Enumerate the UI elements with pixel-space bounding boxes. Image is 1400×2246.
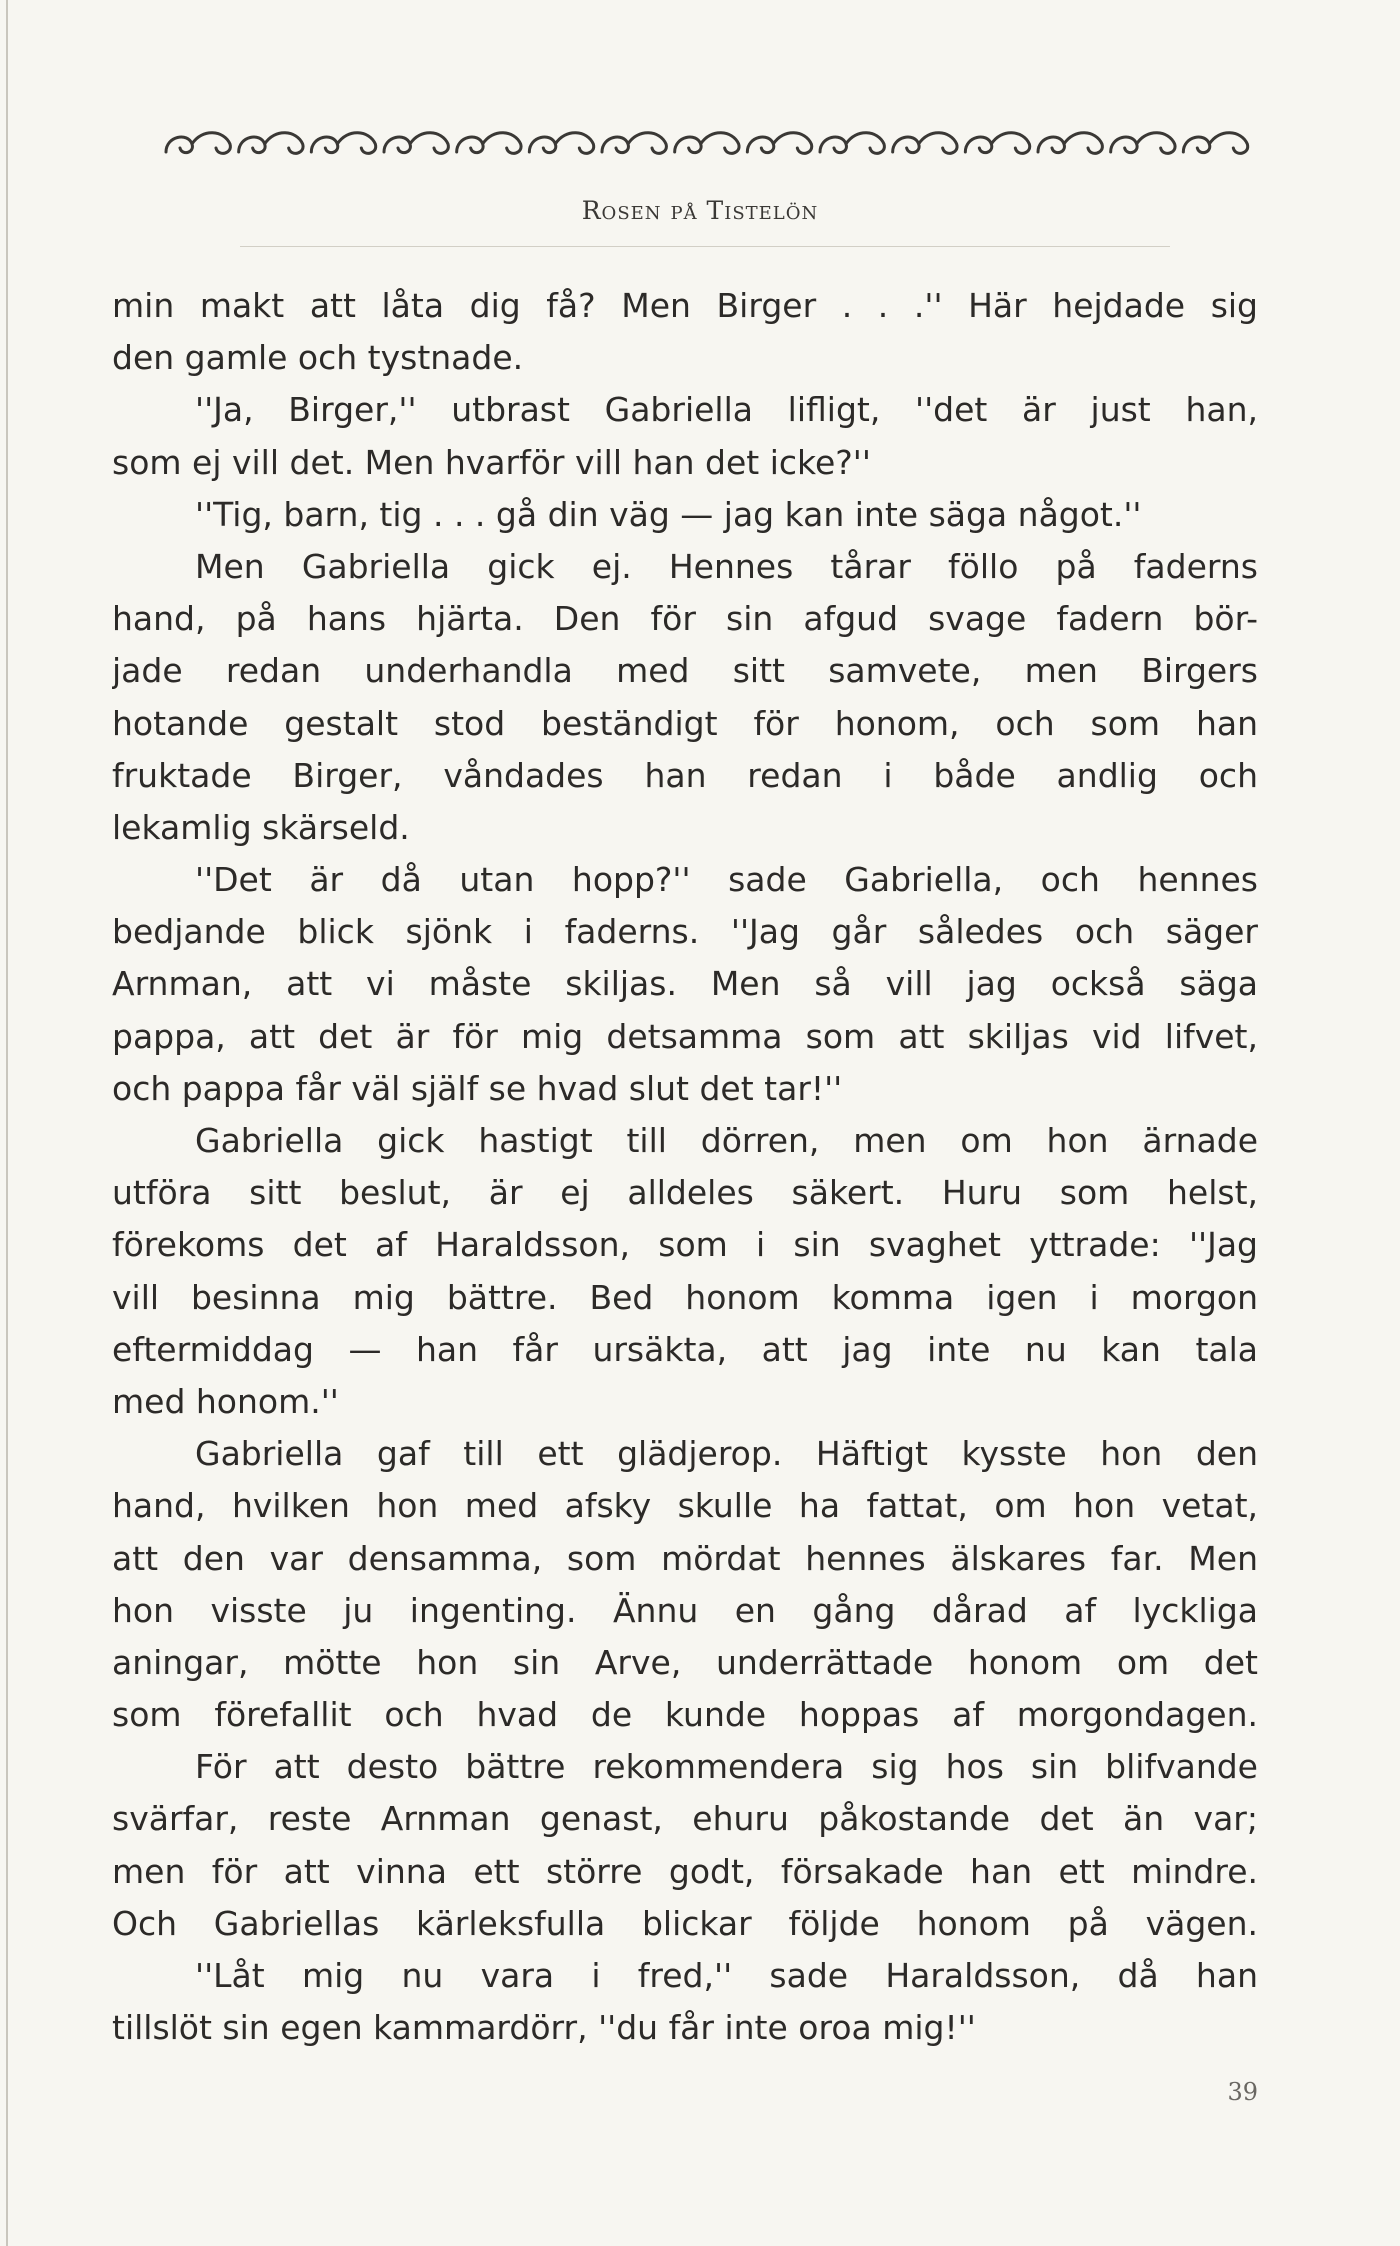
text-line: som förefallit och hvad de kunde hoppas af morgondagen.	[112, 1695, 1258, 1735]
ornament-scroll	[311, 133, 375, 154]
text-line: För att desto bättre rekommendera sig hos sin blifvande	[195, 1747, 1258, 1787]
ornament-scroll	[239, 133, 303, 154]
text-line: att den var densamma, som mördat hennes älskares far. Men	[112, 1538, 1258, 1578]
page-number: 39	[1227, 2078, 1258, 2106]
text-line: hand, på hans hjärta. Den för sin afgud svage fadern bör-	[112, 599, 1258, 639]
text-line: pappa, att det är för mig detsamma som att skiljas vid lifvet,	[112, 1016, 1258, 1056]
ornament-scroll	[1038, 133, 1102, 154]
text-line: förekoms det af Haraldsson, som i sin svaghet yttrade: ''Jag	[112, 1225, 1258, 1265]
ornament-scroll	[1183, 133, 1247, 154]
text-line: vill besinna mig bättre. Bed honom komma igen i morgon	[112, 1277, 1258, 1317]
running-head: Rosen på Tistelön	[581, 196, 819, 225]
text-line: hotande gestalt stod beständigt för honom, och som han	[112, 703, 1258, 743]
text-line: min makt att låta dig få? Men Birger . . .'' Här hejdade sig	[112, 286, 1258, 325]
text-line: jade redan underhandla med sitt samvete, men Birgers	[112, 651, 1258, 691]
text-line: utföra sitt beslut, är ej alldeles säkert. Huru som helst,	[112, 1173, 1258, 1213]
body-text	[112, 280, 1258, 2054]
text-line: Arnman, att vi måste skiljas. Men så vill jag också säga	[112, 964, 1258, 1004]
ornament-scroll	[965, 133, 1029, 154]
page-edge	[6, 0, 8, 2246]
text-line: tillslöt sin egen kammardörr, ''du får inte oroa mig!''	[112, 2008, 976, 2048]
ornament-scroll	[675, 133, 739, 154]
text-line: Men Gabriella gick ej. Hennes tårar föllo på faderns	[195, 546, 1258, 586]
text-line: Gabriella gaf till ett glädjerop. Häftigt kysste hon den	[195, 1434, 1258, 1474]
text-line: Och Gabriellas kärleksfulla blickar följde honom på vägen.	[112, 1903, 1258, 1943]
text-line: hand, hvilken hon med afsky skulle ha fattat, om hon vetat,	[112, 1486, 1258, 1526]
text-line: bedjande blick sjönk i faderns. ''Jag går således och säger	[112, 912, 1258, 952]
ornament-scroll	[1111, 133, 1175, 154]
text-line: ''Tig, barn, tig . . . gå din väg — jag kan inte säga något.''	[195, 494, 1142, 534]
ornament-scroll	[384, 133, 448, 154]
ornament-scroll	[166, 133, 230, 154]
text-line: men för att vinna ett större godt, försakade han ett mindre.	[112, 1851, 1258, 1891]
text-line: eftermiddag — han får ursäkta, att jag inte nu kan tala	[112, 1329, 1258, 1369]
ornament-scroll	[602, 133, 666, 154]
text-line: aningar, mötte hon sin Arve, underrättade honom om det	[112, 1642, 1258, 1682]
text-line: lekamlig skärseld.	[112, 807, 410, 847]
text-line: och pappa får väl själf se hvad slut det tar!''	[112, 1068, 843, 1108]
ornament-scroll	[457, 133, 521, 154]
ornament-scroll	[747, 133, 811, 154]
header-rule	[240, 246, 1170, 247]
text-line: ''Det är då utan hopp?'' sade Gabriella, och hennes	[195, 860, 1258, 900]
text-line: Gabriella gick hastigt till dörren, men om hon ärnade	[195, 1121, 1258, 1160]
ornament-scroll	[820, 133, 884, 154]
ornament-scroll	[893, 133, 957, 154]
text-line: ''Låt mig nu vara i fred,'' sade Haraldsson, då han	[195, 1956, 1258, 1995]
text-line: som ej vill det. Men hvarför vill han det icke?''	[112, 442, 871, 482]
decorative-border-ornament	[162, 122, 1252, 166]
text-line: med honom.''	[112, 1381, 339, 1421]
ornament-scroll	[529, 133, 593, 154]
text-line: svärfar, reste Arnman genast, ehuru påkostande det än var;	[112, 1799, 1258, 1839]
text-line: hon visste ju ingenting. Ännu en gång dårad af lyckliga	[112, 1590, 1258, 1630]
text-line: ''Ja, Birger,'' utbrast Gabriella lifligt, ''det är just han,	[195, 390, 1258, 430]
text-line: fruktade Birger, våndades han redan i både andlig och	[112, 755, 1258, 795]
text-line: den gamle och tystnade.	[112, 338, 524, 378]
